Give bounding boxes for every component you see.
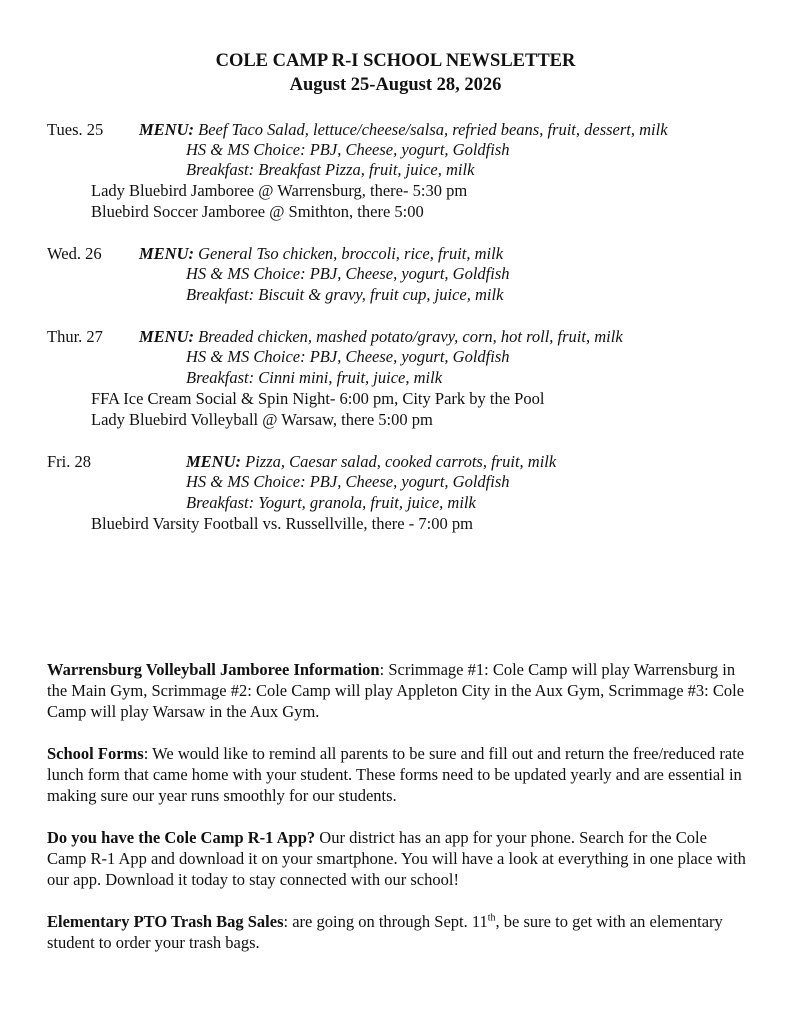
event-line: Bluebird Varsity Football vs. Russellville, there - 7:00 pm: [91, 514, 473, 533]
menu-text: Pizza, Caesar salad, cooked carrots, fruit, milk: [241, 452, 557, 471]
breakfast-line: Breakfast: Yogurt, granola, fruit, juice, milk: [186, 493, 476, 512]
notice-app: [47, 827, 747, 890]
breakfast-line: Breakfast: Breakfast Pizza, fruit, juice, milk: [186, 160, 475, 179]
day-label: Tues. 25: [47, 120, 104, 139]
notice-pto-trash-bags: [47, 911, 747, 953]
day-label: Wed. 26: [47, 244, 102, 263]
choice-line: HS & MS Choice: PBJ, Cheese, yogurt, Goldfish: [186, 347, 510, 366]
menu-text: Beef Taco Salad, lettuce/cheese/salsa, refried beans, fruit, dessert, milk: [194, 120, 668, 139]
notice-body: : We would like to remind all parents to be sure and fill out and return the free/reduced rate lunch form that came home with your student. These forms need to be updated yearly and are essential in making sure our year runs smoothly for our students.: [47, 744, 745, 805]
day-label: Fri. 28: [47, 452, 92, 471]
event-line: Bluebird Soccer Jamboree @ Smithton, there 5:00: [91, 202, 424, 221]
notice-school-forms: [47, 743, 747, 806]
menu-label: MENU:: [139, 120, 195, 139]
menu-label: MENU:: [139, 327, 195, 346]
event-line: FFA Ice Cream Social & Spin Night- 6:00 pm, City Park by the Pool: [91, 389, 545, 408]
menu-line: [139, 327, 623, 347]
notice-heading: Warrensburg Volleyball Jamboree Information: [47, 660, 380, 679]
notice-body-continued: , be sure to get with an elementary student to order your trash bags.: [47, 912, 723, 952]
notice-body: Our district has an app for your phone. Search for the Cole Camp R-1 App and download it on your smartphone. You will have a look at everything in one place with our app. Download it today to stay connected with our school!: [47, 828, 746, 889]
breakfast-line: Breakfast: Cinni mini, fruit, juice, milk: [186, 368, 443, 387]
event-line: Lady Bluebird Volleyball @ Warsaw, there 5:00 pm: [91, 410, 433, 429]
event-line: Lady Bluebird Jamboree @ Warrensburg, there- 5:30 pm: [91, 181, 468, 200]
notice-body: : Scrimmage #1: Cole Camp will play Warrensburg in the Main Gym, Scrimmage #2: Cole Camp will play Appleton City in the Aux Gym, Scrimmage #3: Cole Camp will play Warsaw in the Aux Gym.: [47, 660, 745, 721]
menu-text: General Tso chicken, broccoli, rice, fruit, milk: [194, 244, 504, 263]
newsletter-dates: August 25-August 28, 2026: [289, 75, 502, 95]
choice-line: HS & MS Choice: PBJ, Cheese, yogurt, Goldfish: [186, 264, 510, 283]
menu-line: [139, 244, 503, 264]
choice-line: HS & MS Choice: PBJ, Cheese, yogurt, Goldfish: [186, 140, 510, 159]
ordinal-suffix: th: [487, 912, 496, 924]
menu-label: MENU:: [139, 244, 195, 263]
notice-heading: Elementary PTO Trash Bag Sales: [47, 912, 284, 931]
menu-line: [139, 120, 668, 140]
day-label: Thur. 27: [47, 327, 103, 346]
notice-heading: Do you have the Cole Camp R-1 App?: [47, 828, 316, 847]
menu-text: Breaded chicken, mashed potato/gravy, corn, hot roll, fruit, milk: [194, 327, 623, 346]
newsletter-title: COLE CAMP R-I SCHOOL NEWSLETTER: [215, 51, 576, 71]
notice-body: : are going on through Sept. 11: [283, 912, 488, 931]
notice-volleyball: [47, 659, 747, 722]
breakfast-line: Breakfast: Biscuit & gravy, fruit cup, juice, milk: [186, 285, 504, 304]
menu-label: MENU:: [186, 452, 242, 471]
menu-line: [186, 452, 556, 472]
choice-line: HS & MS Choice: PBJ, Cheese, yogurt, Goldfish: [186, 472, 510, 491]
notice-heading: School Forms: [47, 744, 144, 763]
